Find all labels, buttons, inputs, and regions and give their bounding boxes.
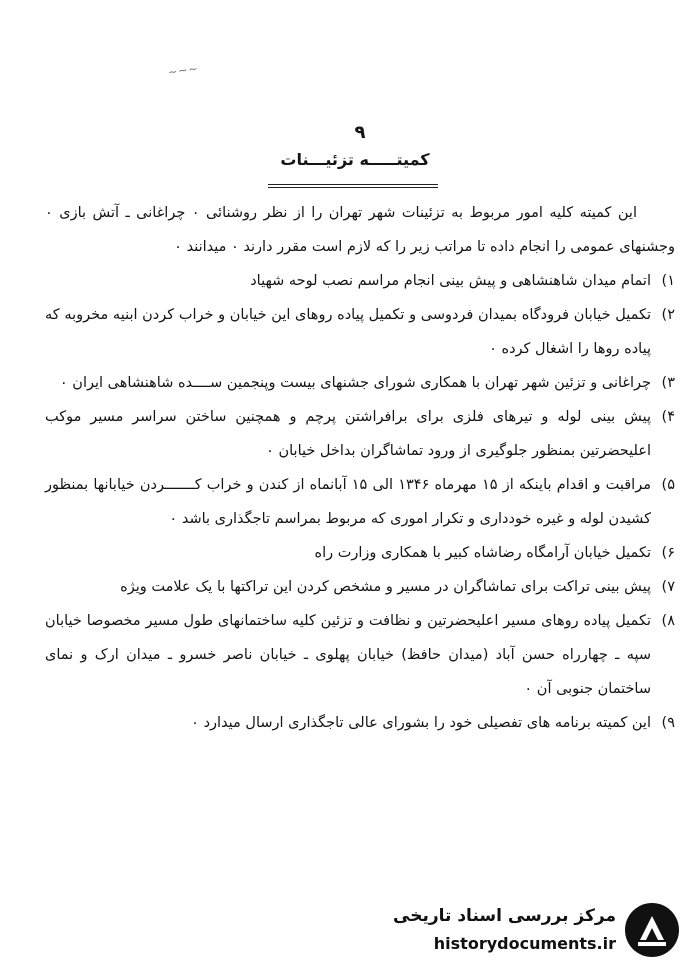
document-body bbox=[45, 196, 675, 740]
archive-org-name: مرکز بررسی اسناد تاریخی bbox=[393, 906, 616, 926]
list-item bbox=[45, 604, 675, 706]
list-item-text: تکمیل پیاده روهای مسیر اعلیحضرتین و نظافت و تزئین کلیه ساختمانهای طول مسیر مخصوصا خیابان سپه ـ چهارراه حسن آباد (میدان حافظ) خیابان پهلوی ـ خیابان ناصر خسرو ـ میدان ارک و نمای ساختمان جنوبی آن ۰ bbox=[45, 613, 651, 697]
list-item bbox=[45, 298, 675, 366]
intro-paragraph: این کمیته کلیه امور مربوط به تزئینات شهر تهران را از نظر روشنائی ۰ چراغانی ـ آتش بازی ۰ وجشنهای عمومی را انجام داده تا مراتب زیر را که لازم است مقرر دارند ۰ میدانند ۰ bbox=[45, 205, 675, 255]
committee-title: کمیتـــــه تزئیـــنات bbox=[280, 150, 430, 169]
archive-url[interactable]: historydocuments.ir bbox=[433, 934, 616, 953]
list-item-text: این کمیته برنامه های تفصیلی خود را بشورای عالی تاجگذاری ارسال میدارد ۰ bbox=[191, 715, 651, 731]
list-item-number: ۷) bbox=[661, 579, 675, 595]
list-item-number: ۱) bbox=[661, 273, 675, 289]
list-item bbox=[45, 706, 675, 740]
list-item-number: ۳) bbox=[661, 375, 675, 391]
title-underline bbox=[268, 184, 438, 188]
archive-logo-icon bbox=[622, 900, 682, 960]
list-item-number: ۴) bbox=[661, 409, 675, 425]
list-item-text: تکمیل خیابان فرودگاه بمیدان فردوسی و تکمیل پیاده روهای این خیابان و خراب کردن ابنیه مخروبه که پیاده روها را اشغال کرده ۰ bbox=[45, 307, 651, 357]
list-item-text: چراغانی و تزئین شهر تهران با همکاری شورای جشنهای بیست وپنجمین ســــده شاهنشاهی ایران ۰ bbox=[59, 375, 651, 391]
list-item-number: ۸) bbox=[661, 613, 675, 629]
list-item-number: ۲) bbox=[661, 307, 675, 323]
list-item bbox=[45, 400, 675, 468]
list-item-number: ۵) bbox=[661, 477, 675, 493]
list-item-text: مراقبت و اقدام باینکه از ۱۵ مهرماه ۱۳۴۶ الی ۱۵ آبانماه از کندن و خراب کـــــــردن خیابانها بمنظور کشیدن لوله و غیره خودداری و تکرار اموری که مربوط بمراسم تاجگذاری باشد ۰ bbox=[45, 477, 651, 527]
list-item-number: ۶) bbox=[661, 545, 675, 561]
list-item-text: تکمیل خیابان آرامگاه رضاشاه کبیر با همکاری وزارت راه bbox=[314, 545, 651, 561]
page-number: ۹ bbox=[354, 122, 366, 143]
list-item bbox=[45, 264, 675, 298]
list-item bbox=[45, 468, 675, 536]
list-item-number: ۹) bbox=[661, 715, 675, 731]
list-item bbox=[45, 536, 675, 570]
archive-watermark[interactable] bbox=[393, 898, 682, 968]
list-item-text: اتمام میدان شاهنشاهی و پیش بینی انجام مراسم نصب لوحه شهیاد bbox=[250, 273, 651, 289]
handwritten-scribble: ~~~ bbox=[167, 61, 200, 80]
list-item-text: پیش بینی تراکت برای تماشاگران در مسیر و مشخص کردن این تراکتها با یک علامت ویژه bbox=[120, 579, 651, 595]
list-item-text: پیش بینی لوله و تیرهای فلزی برای برافراشتن پرچم و همچنین ساختن سراسر مسیر موکب اعلیحضرتین بمنظور جلوگیری از ورود تماشاگران بداخل خیابان ۰ bbox=[45, 409, 651, 459]
list-item bbox=[45, 570, 675, 604]
list-item bbox=[45, 366, 675, 400]
